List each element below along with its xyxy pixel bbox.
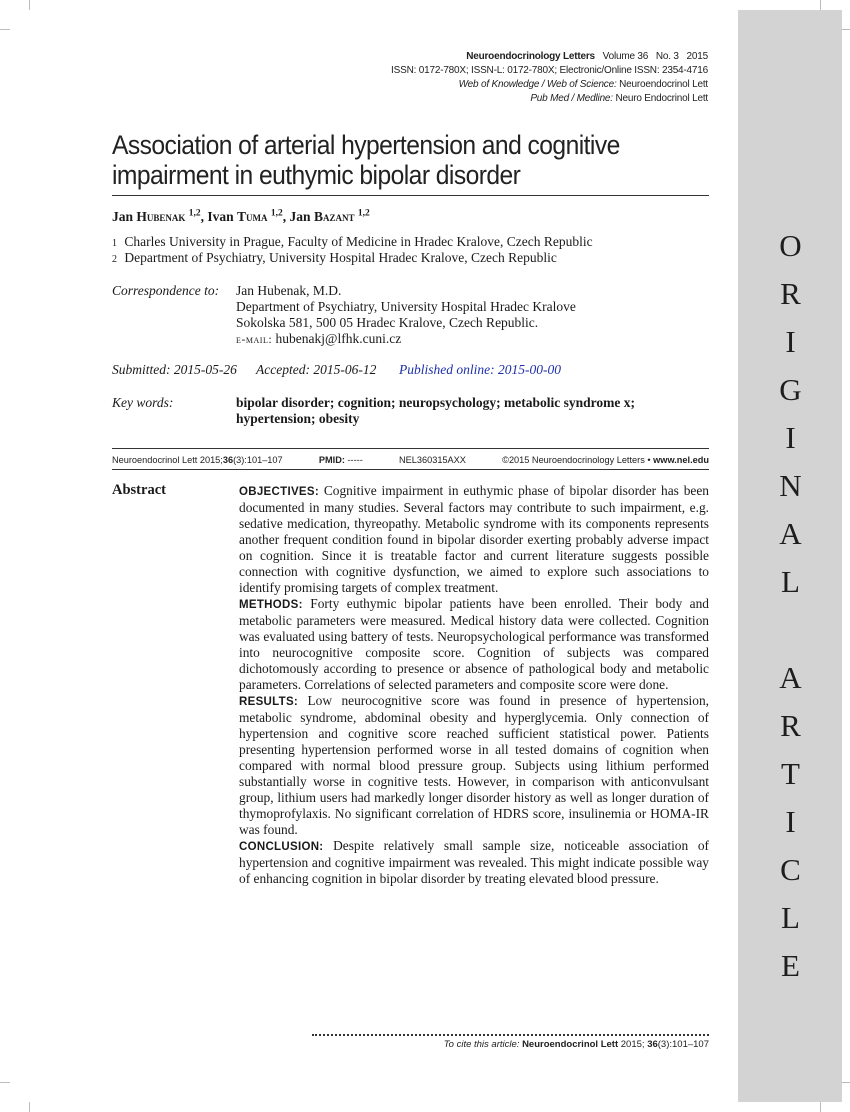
submitted-date: Submitted: 2015-05-26 (112, 362, 237, 377)
correspondence-address: Sokolska 581, 500 05 Hradec Kralove, Czech Republic. (236, 315, 539, 330)
affiliation-number: 2 (112, 254, 117, 265)
keywords: bipolar disorder; cognition; neuropsychology; metabolic syndrome x; hypertension; obesity (236, 395, 636, 426)
abstract-body (239, 483, 709, 887)
affiliation-number: 1 (112, 238, 117, 249)
citation-rule (112, 469, 709, 470)
email-link[interactable]: hubenakj@lfhk.cuni.cz (275, 331, 402, 346)
crop-mark (0, 1082, 10, 1083)
journal-issue-line (391, 50, 708, 64)
correspondence-name: Jan Hubenak, M.D. (236, 283, 342, 298)
abstract-conclusion: CONCLUSION: Despite relatively small sample size, noticeable association of hypertension and cognitive impairment was revealed. This might indicate possible way of enhancing cognition in bipolar disorder by treating elevated blood pressure. (239, 838, 709, 886)
author: Jan Hubenak $^{1,2}$, (112, 208, 208, 224)
affiliation-text: Department of Psychiatry, University Hospital Hradec Kralove, Czech Republic (124, 250, 557, 265)
author: Jan Bazant $^{1,2}$ (289, 208, 370, 224)
citation-journal: Neuroendocrinol Lett 2015;36(3):101–107 (112, 455, 283, 465)
pubmed-line (391, 92, 708, 106)
article-type-label: ORIGINAL ARTICLE (773, 228, 808, 996)
journal-header (391, 50, 708, 106)
journal-volume: Volume 36 (602, 51, 649, 62)
crop-mark (29, 0, 30, 10)
published-date: Published online: 2015-00-00 (399, 362, 561, 377)
title-rule (112, 195, 709, 196)
article-title: Association of arterial hypertension and cognitive impairment in euthymic bipolar disorder (112, 130, 620, 190)
author-list (112, 208, 370, 225)
correspondence-block (236, 283, 576, 347)
issn-line: ISSN: 0172-780X; ISSN-L: 0172-780X; Electronic/Online ISSN: 2354-4716 (391, 65, 708, 76)
wos-label: Web of Knowledge / Web of Science: (458, 79, 617, 90)
journal-number: No. 3 (655, 51, 679, 62)
keywords-rule (112, 448, 709, 449)
crop-mark (820, 1102, 821, 1112)
crop-mark (820, 0, 821, 10)
email-label: e-mail: (236, 332, 273, 346)
footer-dotted-rule (312, 1034, 709, 1036)
keywords-label: Key words: (112, 395, 174, 410)
pubmed-label: Pub Med / Medline: (530, 93, 613, 104)
wos-value: Neuroendocrinol Lett (619, 79, 708, 90)
abstract-objectives: OBJECTIVES: Cognitive impairment in euthymic phase of bipolar disorder has been documented in many studies. Several factors may contribute to such impairment, e.g. sedative medication, thyreopathy. Metabolic syndrome with its components represents another frequent condition found in bipolar disorder exerting probably adverse impact on cognition. Since it is treatable factor and current literature suggests possible connection with cognitive dysfunction, we aimed to explore such associations to identify promising targets of complex treatment. (239, 483, 709, 595)
abstract-heading: Abstract (112, 482, 166, 498)
article-ref: NEL360315AXX (399, 455, 466, 465)
author: Ivan Tuma $^{1,2}$, (207, 208, 290, 224)
correspondence-label: Correspondence to: (112, 283, 220, 298)
correspondence-dept: Department of Psychiatry, University Hospital Hradec Kralove (236, 299, 576, 314)
crop-mark (0, 29, 10, 30)
affiliation (112, 250, 557, 266)
cite-footer: To cite this article: Neuroendocrinol Lett 2015; 36(3):101–107 (443, 1039, 709, 1050)
abstract-results: RESULTS: Low neurocognitive score was found in presence of hypertension, metabolic syndrome, abdominal obesity and hyperglycemia. Only connection of hypertension and cognitive score reached sufficient statistical power. Patients presenting hypertension performed worse in all tested domains of cognition when compared with normal blood pressure group. Subjects using lithium performed substantially worse in cognitive tests. However, in comparison with anticonvulsant group, lithium users had markedly longer disorder history as well as longer duration of thymoprofylaxis. No significant correlation of HDRS score, insulinemia or HOMA-IR was found. (239, 693, 709, 837)
website-link[interactable]: www.nel.edu (653, 455, 709, 465)
pmid: PMID: ----- (318, 455, 363, 465)
affiliation (112, 234, 593, 250)
journal-year: 2015 (686, 51, 708, 62)
accepted-date: Accepted: 2015-06-12 (256, 362, 377, 377)
wos-line (391, 78, 708, 92)
crop-mark (29, 1102, 30, 1112)
pubmed-value: Neuro Endocrinol Lett (615, 93, 708, 104)
abstract-methods: METHODS: Forty euthymic bipolar patients have been enrolled. Their body and metabolic parameters were measured. Medical history data were collected. Cognition was evaluated using battery of tests. Neuropsychological performance was transformed into neurocognitive composite score. Cognition of subjects was compared dichotomously according to presence or absence of pathological body and metabolic parameters. Correlations of selected parameters and composite score were done. (239, 596, 709, 692)
copyright-line: ©2015 Neuroendocrinology Letters • www.nel.edu (502, 455, 709, 465)
affiliation-text: Charles University in Prague, Faculty of Medicine in Hradec Kralove, Czech Republic (124, 234, 593, 249)
journal-name: Neuroendocrinology Letters (466, 51, 595, 62)
citation-line (112, 455, 709, 465)
correspondence-email-line (236, 331, 576, 347)
